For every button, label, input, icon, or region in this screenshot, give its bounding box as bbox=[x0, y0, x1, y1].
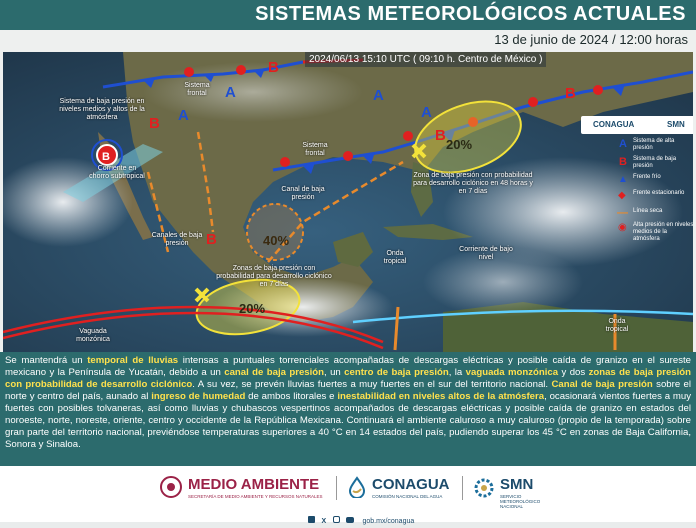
legend-conagua-logo: CONAGUA bbox=[593, 120, 635, 129]
desc-text-9: , ocasionará vientos fuertes a muy fuertes con posibles tolvaneras, así como lluvias y chubascos vespertinos acompañados de descargas eléctricas y posible caída de granizo en estados del noroeste, norte, noreste, oriente, centro y occidente de la República Mexicana. Continuará el ambiente caluroso a muy caluroso (propio de la temporada) sobre gran parte del territorio nacional, previéndose temperaturas superiores a 40 °C en 14 estados del país, pudiendo superar los 45 °C en zonas de Baja California, Sonora y Sinaloa. bbox=[5, 391, 691, 450]
desc-highlight-3: centro de baja presión bbox=[344, 367, 449, 378]
legend-stationary-front-label: Frente estacionario bbox=[633, 190, 685, 196]
pct-east: 20% bbox=[446, 137, 473, 152]
pct-gulf: 40% bbox=[263, 233, 290, 248]
label-jet: Corriente en chorro subtropical bbox=[89, 165, 145, 180]
youtube-icon[interactable] bbox=[346, 517, 354, 523]
smn-subtitle: SERVICIO METEOROLÓGICO NACIONAL bbox=[500, 494, 541, 509]
forecast-paragraph bbox=[5, 355, 691, 451]
website-link[interactable]: gob.mx/conagua bbox=[362, 518, 415, 525]
high-pressure-label-3: A bbox=[178, 107, 189, 124]
page-title: SISTEMAS METEOROLÓGICOS ACTUALES bbox=[255, 3, 686, 25]
legend-upper-high bbox=[613, 222, 693, 244]
low-pressure-label-1: B bbox=[268, 59, 279, 76]
satellite-map bbox=[3, 52, 693, 352]
label-low-east: Zona de baja presión con probabilidad para desarrollo ciclónico en 48 horas y en 7 días bbox=[413, 172, 533, 195]
desc-highlight-2: canal de baja presión bbox=[224, 367, 325, 378]
conagua-drop-icon bbox=[346, 476, 368, 498]
label-front-north: Sistema frontal bbox=[184, 82, 210, 97]
date-subtitle: 13 de junio de 2024 / 12:00 horas bbox=[494, 32, 688, 47]
forecast-description bbox=[0, 352, 696, 466]
smn-logo: SMN bbox=[500, 476, 534, 493]
legend-upper-high-label: Alta presión en niveles medios de la atmósfera bbox=[633, 222, 693, 242]
high-pressure-label-2: A bbox=[373, 87, 384, 104]
x-icon[interactable]: X bbox=[321, 518, 327, 525]
legend-cold-front-symbol: ▲ bbox=[618, 174, 628, 185]
legend-low-label: Sistema de baja presión bbox=[633, 156, 677, 169]
desc-highlight-6: Canal de baja presión bbox=[551, 379, 653, 390]
legend-dry-line-label: Línea seca bbox=[633, 208, 663, 214]
upper-low-letter: B bbox=[102, 151, 110, 163]
desc-text-8: de ambos litorales e bbox=[245, 391, 338, 402]
label-trough: Canal de baja presión bbox=[281, 186, 325, 201]
desc-text-2: intensas a puntuales torrenciales acompañadas de descargas eléctricas y posible caída de granizo en el sureste mexicano y la Península de Yucatán, debido a un bbox=[5, 355, 691, 378]
desc-highlight-7: ingreso de humedad bbox=[151, 391, 246, 402]
label-troughs-west: Canales de baja presión bbox=[151, 232, 203, 247]
legend-stationary-front-symbol: ◆ bbox=[618, 190, 626, 201]
low-pressure-label-3: B bbox=[435, 127, 446, 144]
low-zone-gulf bbox=[247, 204, 303, 260]
desc-highlight-1: temporal de lluvias bbox=[87, 355, 179, 366]
label-wave-2: Onda tropical bbox=[605, 318, 629, 333]
footer bbox=[0, 466, 696, 525]
legend-dry-line-symbol: — bbox=[617, 207, 628, 219]
map-timestamp: 2024/06/13 15:10 UTC ( 09:10 h. Centro de México ) bbox=[305, 52, 546, 67]
legend-logos bbox=[581, 116, 693, 134]
legend-high bbox=[613, 138, 693, 156]
footer-divider-1 bbox=[336, 476, 337, 500]
title-bar bbox=[0, 0, 696, 30]
low-pressure-label-4: B bbox=[206, 231, 217, 248]
label-current: Corriente de bajo nivel bbox=[459, 246, 513, 261]
desc-highlight-4: vaguada monzónica bbox=[465, 367, 559, 378]
smn-gear-icon bbox=[472, 476, 496, 500]
desc-highlight-8: inestabilidad en niveles altos de la atmósfera bbox=[337, 391, 545, 402]
footer-divider-2 bbox=[462, 476, 463, 500]
social-links bbox=[308, 510, 415, 525]
legend-high-symbol: A bbox=[619, 138, 627, 150]
medio-ambiente-emblem-icon bbox=[160, 476, 182, 498]
medio-ambiente-subtitle: SECRETARÍA DE MEDIO AMBIENTE Y RECURSOS NATURALES bbox=[188, 494, 323, 499]
high-pressure-label-4: A bbox=[421, 104, 432, 121]
legend-high-label: Sistema de alta presión bbox=[633, 138, 675, 151]
label-monsoon: Vaguada monzónica bbox=[76, 328, 110, 343]
legend-low bbox=[613, 156, 693, 174]
label-upper-low: Sistema de baja presión en niveles medios y altos de la atmósfera bbox=[59, 98, 145, 121]
desc-text-4: , la bbox=[448, 367, 466, 378]
pct-pacific: 20% bbox=[239, 301, 266, 316]
legend-cold-front-label: Frente frío bbox=[633, 174, 661, 180]
legend-low-symbol: B bbox=[619, 156, 627, 168]
conagua-logo: CONAGUA bbox=[372, 476, 450, 493]
label-wave-1: Onda tropical bbox=[383, 250, 407, 265]
low-pressure-label-2: B bbox=[149, 115, 160, 132]
label-low-west: Zonas de baja presión con probabilidad para desarrollo ciclónico en 7 días bbox=[216, 265, 332, 288]
desc-text-3: , un bbox=[324, 367, 345, 378]
label-front-mid: Sistema frontal bbox=[302, 142, 328, 157]
legend-stationary-front bbox=[613, 190, 693, 208]
legend-smn-logo: SMN bbox=[667, 120, 685, 129]
desc-text-7: sobre el norte y centro del país, aunado al bbox=[5, 379, 691, 402]
desc-highlight-5: zonas de baja presión con probabilidad de desarrollo ciclónico bbox=[5, 367, 692, 390]
desc-text-6: . A su vez, se prevén lluvias fuertes a muy fuertes en el sur del territorio nacional. bbox=[192, 379, 552, 390]
legend-panel bbox=[593, 116, 693, 242]
medio-ambiente-logo: MEDIO AMBIENTE bbox=[188, 476, 320, 493]
desc-text-1: Se mantendrá un bbox=[5, 355, 88, 366]
low-pressure-label-5: B bbox=[565, 85, 576, 102]
legend-upper-high-symbol: ◉ bbox=[618, 222, 627, 233]
map-svg bbox=[3, 52, 693, 352]
high-pressure-label-1: A bbox=[225, 84, 236, 101]
conagua-subtitle: COMISIÓN NACIONAL DEL AGUA bbox=[372, 494, 443, 499]
desc-text-5: y dos bbox=[558, 367, 589, 378]
